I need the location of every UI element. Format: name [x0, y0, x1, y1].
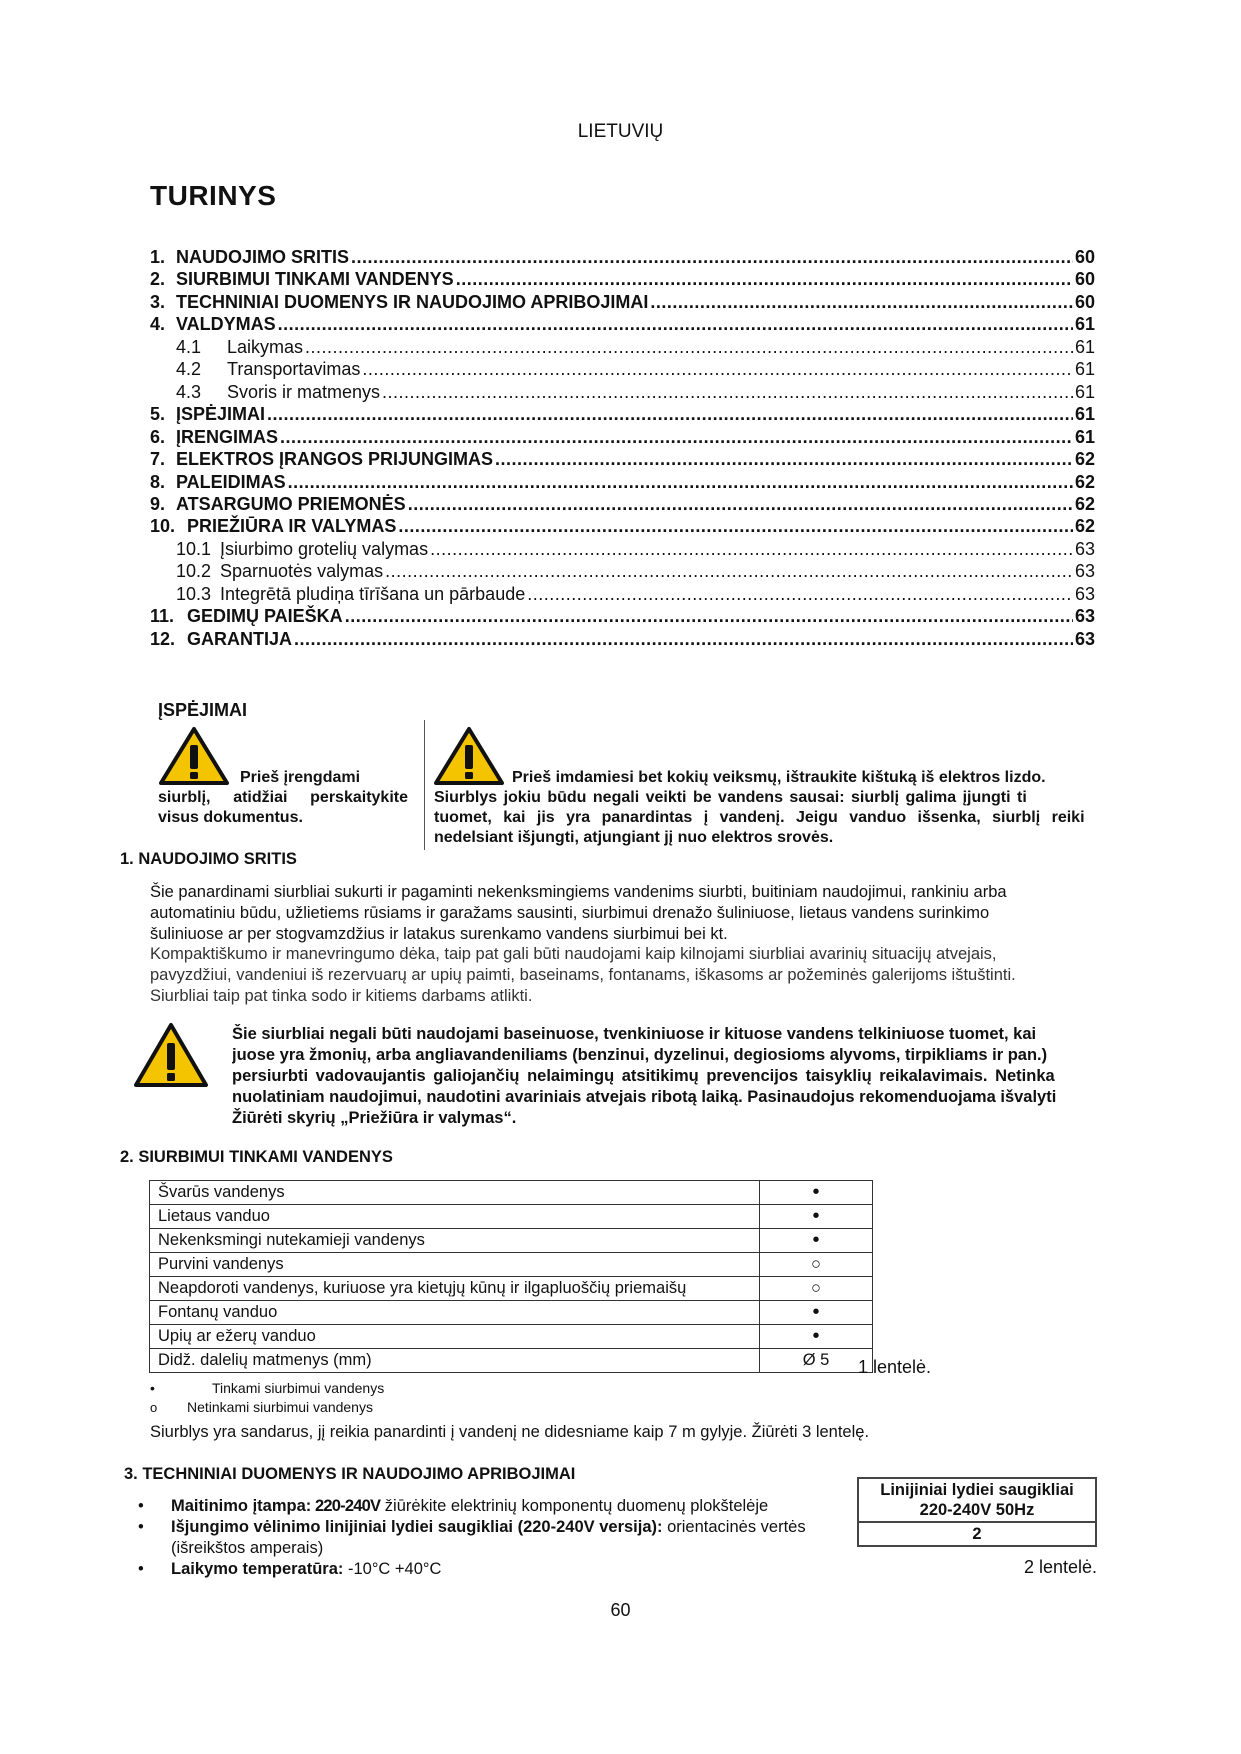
toc-entry[interactable]: [150, 560, 1095, 582]
toc-entry-number: 1.: [150, 247, 166, 267]
toc-leader-dots: [267, 404, 1073, 425]
section-1-paragraph: [150, 944, 1105, 1007]
toc-entry-page: 61: [1074, 404, 1095, 425]
spec-label: Išjungimo vėlinimo linijiniai lydiei saugikliai (220-240V versija):: [171, 1518, 663, 1536]
suitability-mark-cell: •: [760, 1205, 873, 1229]
page-number: 60: [610, 1600, 631, 1620]
warning-right-lead: Prieš imdamiesi bet kokių veiksmų, ištraukite kištuką iš elektros lizdo.: [512, 769, 1046, 786]
toc-entry-number: 10.1: [176, 538, 212, 559]
warning-line: Žiūrėti skyrių „Priežiūra ir valymas“.: [232, 1109, 517, 1127]
fuse-header-line: 220-240V 50Hz: [919, 1501, 1035, 1519]
spec-value: -10°C +40°C: [343, 1560, 442, 1578]
legend-text: Netinkami siurbimui vandenys: [187, 1399, 373, 1415]
table-1-caption: 1 lentelė.: [858, 1357, 932, 1377]
toc-leader-dots: [382, 382, 1073, 403]
water-type-cell: Nekenksmingi nutekamieji vandenys: [150, 1229, 760, 1253]
warnings-heading: ĮSPĖJIMAI: [158, 700, 248, 720]
toc-entry-number: 11.: [150, 606, 175, 627]
warning-divider: [424, 720, 425, 850]
legend-symbol: •: [150, 1380, 155, 1396]
toc-leader-dots: [527, 584, 1073, 605]
fuse-table-header: [858, 1478, 1096, 1522]
toc-entry-label: Sparnuotės valymas: [220, 561, 384, 582]
fuse-table: [857, 1477, 1097, 1547]
spec-value: orientacinės vertės (išreikštos amperais): [171, 1518, 806, 1557]
spec-label: 220-240V: [311, 1497, 381, 1515]
toc-entry[interactable]: [150, 313, 1095, 335]
toc-entry-number: 4.2: [176, 359, 202, 380]
toc-entry-page: 63: [1074, 561, 1095, 582]
toc-entry-label: Svoris ir matmenys: [227, 381, 381, 402]
toc-entry[interactable]: [150, 538, 1095, 560]
toc-entry[interactable]: [150, 583, 1095, 605]
toc-entry-label: TECHNINIAI DUOMENYS IR NAUDOJIMO APRIBOJIMAI: [176, 291, 649, 312]
section-2-title: 2. SIURBIMUI TINKAMI VANDENYS: [120, 1148, 393, 1166]
table-row: [150, 1301, 873, 1325]
toc-entry-number: 4.3: [176, 381, 202, 402]
water-type-cell: Upių ar ežerų vanduo: [150, 1325, 760, 1349]
water-type-cell: Fontanų vanduo: [150, 1301, 760, 1325]
toc-entry[interactable]: [150, 493, 1095, 515]
toc-entry-page: 60: [1074, 247, 1095, 267]
toc-entry-label: VALDYMAS: [176, 314, 276, 335]
toc-leader-dots: [650, 292, 1073, 313]
toc-entry[interactable]: [150, 246, 1095, 268]
toc-entry-number: 4.1: [176, 336, 202, 357]
warning-line: persiurbti vadovaujantis galiojančių nelaimingų atsitikimų prevencijos taisyklių reikalavimais. Netinka: [232, 1067, 1055, 1085]
toc-entry-page: 61: [1074, 426, 1095, 447]
toc-entry-page: 60: [1074, 269, 1095, 290]
water-type-cell: Purvini vandenys: [150, 1253, 760, 1277]
toc-entry-label: ĮSPĖJIMAI: [176, 404, 266, 425]
toc-entry[interactable]: [150, 358, 1095, 380]
toc-entry-label: PALEIDIMAS: [176, 471, 286, 492]
toc-leader-dots: [345, 606, 1073, 627]
toc-entry-page: 61: [1074, 336, 1095, 357]
toc-entry-page: 60: [1074, 291, 1095, 312]
table-legend: [150, 1380, 384, 1418]
water-suitability-table: [149, 1180, 873, 1373]
table-2-caption: 2 lentelė.: [1024, 1557, 1098, 1577]
warning-line: nuolatiniam naudojimui, naudotini avariniais atvejais ribotą laiką. Pasinaudojus rekomenduojama išvalyti: [232, 1088, 1057, 1106]
paragraph-line: Siurbliai taip pat tinka sodo ir kitiems darbams atlikti.: [150, 987, 533, 1005]
table-row: [150, 1349, 873, 1373]
language-header: LIETUVIŲ: [577, 121, 664, 142]
toc-leader-dots: [294, 629, 1073, 650]
table-row: [150, 1277, 873, 1301]
warning-left-text: [158, 768, 408, 828]
water-type-cell: Didž. dalelių matmenys (mm): [150, 1349, 760, 1373]
section-1-title: 1. NAUDOJIMO SRITIS: [120, 850, 297, 868]
toc-entry[interactable]: [150, 605, 1095, 627]
toc-entry-label: ĮRENGIMAS: [176, 426, 279, 447]
toc-entry[interactable]: [150, 628, 1095, 650]
toc-leader-dots: [278, 314, 1073, 335]
water-type-cell: Švarūs vandenys: [150, 1181, 760, 1205]
toc-entry[interactable]: [150, 336, 1095, 358]
toc-entry-number: 9.: [150, 493, 166, 514]
warning-right-line: tuomet, kai jis yra panardintas į vandenį. Jeigu vanduo išsenka, siurblį reiki: [434, 809, 1085, 826]
spec-label: Maitinimo įtampa:: [171, 1497, 312, 1515]
toc-entry-number: 5.: [150, 404, 166, 425]
toc-entry-page: 62: [1074, 493, 1095, 514]
toc-leader-dots: [398, 516, 1073, 537]
toc-entry[interactable]: [150, 268, 1095, 290]
toc-entry-number: 4.: [150, 314, 166, 335]
toc-leader-dots: [408, 494, 1073, 515]
table-row: [150, 1205, 873, 1229]
toc-entry-label: PRIEŽIŪRA IR VALYMAS: [187, 516, 397, 537]
toc-entry-label: Transportavimas: [227, 359, 361, 380]
paragraph-line: Kompaktiškumo ir manevringumo dėka, taip pat gali būti naudojami kaip kilnojami siurbliai avarinių situacijų atvejais,: [150, 945, 997, 963]
suitability-mark-cell: ○: [760, 1253, 873, 1277]
suitability-mark-cell: ○: [760, 1277, 873, 1301]
spec-label: Laikymo temperatūra:: [171, 1560, 344, 1578]
toc-leader-dots: [351, 247, 1073, 268]
toc-entry-page: 61: [1074, 381, 1095, 402]
warning-left-rest: siurblį, atidžiai perskaitykite visus dokumentus.: [158, 789, 408, 826]
toc-entry-number: 6.: [150, 426, 166, 447]
toc-entry-label: Įsiurbimo grotelių valymas: [220, 538, 429, 559]
table-row: [150, 1325, 873, 1349]
toc-entry-number: 10.3: [176, 583, 212, 604]
suitability-mark-cell: •: [760, 1181, 873, 1205]
fuse-table-value: 2: [858, 1522, 1096, 1546]
toc-entry[interactable]: [150, 426, 1095, 448]
toc-entry[interactable]: [150, 403, 1095, 425]
toc-leader-dots: [305, 337, 1073, 358]
water-type-cell: Neapdoroti vandenys, kuriuose yra kietųjų kūnų ir ilgapluoščių priemaišų: [150, 1277, 760, 1301]
table-row: [150, 1181, 873, 1205]
section-2-note: Siurblys yra sandarus, jį reikia panardinti į vandenį ne didesniame kaip 7 m gylyje. Žiūrėti 3 lentelę.: [150, 1423, 870, 1441]
section-1-paragraph: [150, 882, 1105, 945]
toc-entry-page: 62: [1074, 471, 1095, 492]
toc-leader-dots: [362, 359, 1073, 380]
toc-entry[interactable]: [150, 448, 1095, 470]
toc-entry[interactable]: [150, 291, 1095, 313]
toc-entry-page: 63: [1074, 628, 1095, 649]
toc-title: TURINYS: [150, 180, 277, 211]
warning-line: Šie siurbliai negali būti naudojami baseinuose, tvenkiniuose ir kituose vandens telkiniuose tuomet, kai: [232, 1025, 1037, 1043]
toc-entry-label: ATSARGUMO PRIEMONĖS: [176, 493, 406, 514]
toc-entry-number: 7.: [150, 449, 166, 470]
warning-line: juose yra žmonių, arba angliavandeniliams (benzinui, dyzelinui, degiosioms alyvoms, tirpikliams ir pan.): [232, 1046, 1048, 1064]
toc-entry-page: 61: [1074, 314, 1095, 335]
paragraph-line: automatiniu būdu, užlietiems rūsiams ir garažams sausinti, siurbimui drenažo šuliniuose, lietaus vandens surinkimo: [150, 904, 990, 922]
toc-entry[interactable]: [150, 471, 1095, 493]
toc-entry-label: Integrētā pludiņa tīrīšana un pārbaude: [220, 583, 526, 604]
legend-text: Tinkami siurbimui vandenys: [212, 1380, 385, 1396]
spec-item: [138, 1517, 850, 1559]
toc-entry-number: 2.: [150, 269, 166, 290]
toc-entry-number: 8.: [150, 471, 166, 492]
toc-entry-number: 3.: [150, 291, 166, 312]
toc-entry-label: GEDIMŲ PAIEŠKA: [187, 606, 343, 627]
warning-left-lead: Prieš įrengdami: [240, 769, 361, 786]
section-3-title: 3. TECHNINIAI DUOMENYS IR NAUDOJIMO APRIBOJIMAI: [124, 1465, 576, 1483]
toc-entry-number: 10.: [150, 516, 176, 537]
legend-symbol: o: [150, 1400, 158, 1415]
toc-entry-number: 10.2: [176, 561, 212, 582]
toc-entry-page: 63: [1074, 583, 1095, 604]
section-1-warning: [232, 1024, 1116, 1129]
toc-entry-label: ELEKTROS ĮRANGOS PRIJUNGIMAS: [176, 449, 494, 470]
toc-entry-number: 12.: [150, 628, 176, 649]
suitability-mark-cell: •: [760, 1325, 873, 1349]
paragraph-line: Šie panardinami siurbliai sukurti ir pagaminti nekenksmingiems vandenims siurbti, buitiniam naudojimui, rankiniu arba: [150, 883, 1007, 901]
spec-item: [138, 1559, 850, 1580]
toc-leader-dots: [385, 561, 1073, 582]
toc-entry-label: Laikymas: [227, 336, 304, 357]
warning-right-line: nedelsiant išjungti, atjungiant jį nuo elektros srovės.: [434, 829, 834, 846]
toc-entry-label: SIURBIMUI TINKAMI VANDENYS: [176, 269, 454, 290]
paragraph-line: šuliniuose ar per stogvamzdžius ir latakus surenkamo vandens siurbimui bei kt.: [150, 925, 728, 943]
warning-right-line: Siurblys jokiu būdu negali veikti be vandens sausai: siurblį galima įjungti ti: [434, 789, 1027, 806]
suitability-mark-cell: •: [760, 1301, 873, 1325]
toc-entry-label: GARANTIJA: [187, 628, 293, 649]
toc-entry[interactable]: [150, 515, 1095, 537]
suitability-mark-cell: Ø 5: [760, 1349, 873, 1373]
toc-leader-dots: [288, 472, 1073, 493]
toc-entry[interactable]: [150, 381, 1095, 403]
toc-entry-page: 62: [1074, 449, 1095, 470]
toc-entry-page: 61: [1074, 359, 1095, 380]
toc-entry-page: 63: [1074, 538, 1095, 559]
warning-right-text: [434, 768, 1118, 848]
table-row: [150, 1253, 873, 1277]
suitability-mark-cell: •: [760, 1229, 873, 1253]
toc-entry-page: 63: [1074, 606, 1095, 627]
spec-value: žiūrėkite elektrinių komponentų duomenų plokštelėje: [380, 1497, 769, 1515]
toc-leader-dots: [280, 427, 1073, 448]
paragraph-line: pavyzdžiui, vandeniui iš rezervuarų ar upių paimti, baseinams, fontanams, iškasoms ar požeminės galerijoms ištuštinti.: [150, 966, 1016, 984]
toc-leader-dots: [495, 449, 1073, 470]
water-type-cell: Lietaus vanduo: [150, 1205, 760, 1229]
spec-item: [138, 1496, 850, 1517]
spec-list: [130, 1496, 850, 1580]
toc-leader-dots: [430, 539, 1073, 560]
toc-entry-page: 62: [1074, 516, 1095, 537]
warning-triangle-icon: [133, 1022, 209, 1088]
table-row: [150, 1229, 873, 1253]
fuse-header-line: Linijiniai lydiei saugikliai: [880, 1481, 1074, 1499]
toc-leader-dots: [456, 269, 1073, 290]
toc-entry-label: NAUDOJIMO SRITIS: [176, 247, 350, 267]
